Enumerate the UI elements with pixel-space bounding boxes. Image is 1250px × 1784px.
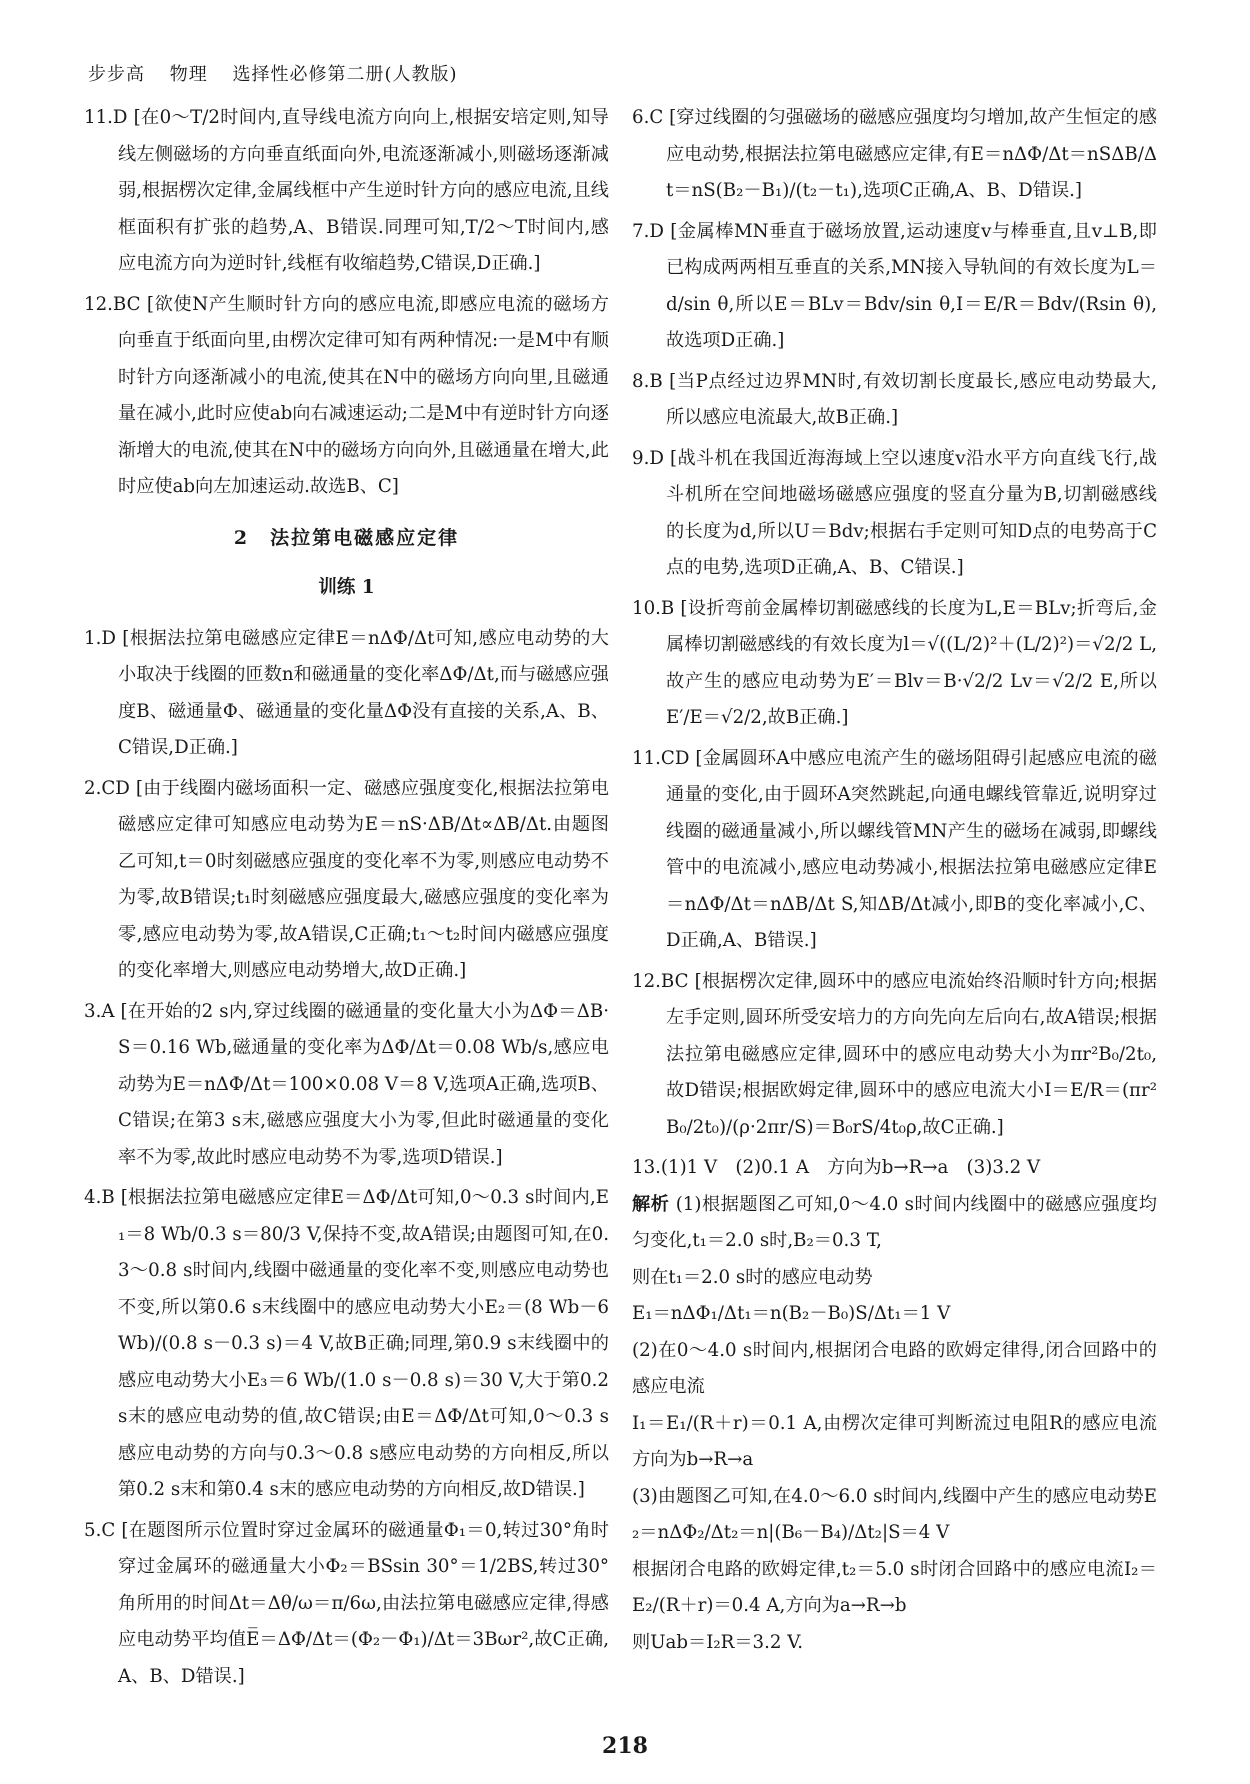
- header-subject: 物理: [169, 64, 208, 85]
- q13-answer: 13.(1)1 V (2)0.1 A 方向为b→R→a (3)3.2 V: [632, 1157, 1041, 1178]
- answer-item: 8.B [当P点经过边界MN时,有效切割长度最长,感应电动势最大,所以感应电流最大,故B正确.]: [632, 370, 1157, 428]
- q13-line: (2)在0～4.0 s时间内,根据闭合电路的欧姆定律得,闭合回路中的感应电流: [632, 1339, 1157, 1397]
- q13-line: (1)根据题图乙可知,0～4.0 s时间内线圈中的磁感应强度均匀变化,t₁＝2.0 s时,B₂＝0.3 T,: [632, 1193, 1157, 1251]
- page-number: 218: [602, 1733, 648, 1759]
- section-title: 2 法拉第电磁感应定律: [233, 526, 460, 549]
- question-13: [632, 1150, 1157, 1661]
- answer-item: 10.B [设折弯前金属棒切割磁感线的长度为L,E＝BLv;折弯后,金属棒切割磁感线的有效长度为l＝√((L/2)²＋(L/2)²)＝√2/2 L,故产生的感应电动势为E′＝Blv＝B·√2/2 Lv＝√2/2 E,所以E′/E＝√2/2,故B正确.]: [632, 597, 1157, 728]
- answer-item: 3.A [在开始的2 s内,穿过线圈的磁通量的变化量大小为ΔΦ＝ΔB·S＝0.16 Wb,磁通量的变化率为ΔΦ/Δt＝0.08 Wb/s,感应电动势为E＝nΔΦ/Δt＝100×0.08 V＝8 V,选项A正确,选项B、C错误;在第3 s末,磁感应强度大小为零,但此时磁通量的变化率不为零,故此时感应电动势不为零,选项D错误.]: [84, 1000, 609, 1168]
- answer-item: 4.B [根据法拉第电磁感应定律E＝ΔΦ/Δt可知,0～0.3 s时间内,E₁＝8 Wb/0.3 s＝80/3 V,保持不变,故A错误;由题图可知,在0.3～0.8 s时间内,线圈中磁通量的变化率不变,则感应电动势也不变,所以第0.6 s末线圈中的感应电动势大小E₂＝(8 Wb－6 Wb)/(0.8 s－0.3 s)＝4 V,故B正确;同理,第0.9 s末线圈中的感应电动势大小E₃＝6 Wb/(1.0 s－0.8 s)＝30 V,大于第0.2 s末的感应电动势的值,故C错误;由E＝ΔΦ/Δt可知,0～0.3 s感应电动势的方向与0.3～0.8 s感应电动势的方向相反,所以第0.2 s末和第0.4 s末的感应电动势的方向相反,故D错误.]: [84, 1187, 609, 1500]
- answer-item: 11.CD [金属圆环A中感应电流产生的磁场阻碍引起感应电流的磁通量的变化,由于圆环A突然跳起,向通电螺线管靠近,说明穿过线圈的磁通量减小,所以螺线管MN产生的磁场在减弱,即螺线管中的电流减小,感应电动势减小,根据法拉第电磁感应定律E＝nΔΦ/Δt＝nΔB/Δt S,知ΔB/Δt减小,即B的变化率减小,C、D正确,A、B错误.]: [632, 747, 1157, 951]
- header-brand: 步步高: [88, 64, 145, 85]
- answer-item: 7.D [金属棒MN垂直于磁场放置,运动速度v与棒垂直,且v⊥B,即已构成两两相互垂直的关系,MN接入导轨间的有效长度为L＝d/sin θ,所以E＝BLv＝Bdv/sin θ,I＝E/R＝Bdv/(Rsin θ),故选项D正确.]: [632, 220, 1157, 351]
- q13-line: E₁＝nΔΦ₁/Δt₁＝n(B₂－B₀)S/Δt₁＝1 V: [632, 1303, 951, 1324]
- answer-item: 12.BC [根据楞次定律,圆环中的感应电流始终沿顺时针方向;根据左手定则,圆环所受安培力的方向先向左后向右,故A错误;根据法拉第电磁感应定律,圆环中的感应电动势大小为πr²B₀/2t₀,故D错误;根据欧姆定律,圆环中的感应电流大小I＝E/R＝(πr²B₀/2t₀)/(ρ·2πr/S)＝B₀rS/4t₀ρ,故C正确.]: [632, 970, 1157, 1138]
- answer-item: 1.D [根据法拉第电磁感应定律E＝nΔΦ/Δt可知,感应电动势的大小取决于线圈的匝数n和磁通量的变化率ΔΦ/Δt,而与磁感应强度B、磁通量Φ、磁通量的变化量ΔΦ没有直接的关系,A、B、C错误,D正确.]: [84, 627, 609, 758]
- header-book: 选择性必修第二册(人教版): [232, 64, 458, 85]
- answer-item: 2.CD [由于线圈内磁场面积一定、磁感应强度变化,根据法拉第电磁感应定律可知感应电动势为E＝nS·ΔB/Δt∝ΔB/Δt.由题图乙可知,t＝0时刻磁感应强度的变化率不为零,则感应电动势不为零,故B错误;t₁时刻磁感应强度最大,磁感应强度的变化率为零,感应电动势为零,故A错误,C正确;t₁～t₂时间内磁感应强度的变化率增大,则感应电动势增大,故D正确.]: [84, 777, 609, 981]
- answer-item: 5.C [在题图所示位置时穿过金属环的磁通量Φ₁＝0,转过30°角时穿过金属环的磁通量大小Φ₂＝BSsin 30°＝1/2BS,转过30°角所用的时间Δt＝Δθ/ω＝π/6ω,由法拉第电磁感应定律,得感应电动势平均值E̅＝ΔΦ/Δt＝(Φ₂－Φ₁)/Δt＝3Bωr²,故C正确,A、B、D错误.]: [84, 1519, 609, 1687]
- answer-item: 12.BC [欲使N产生顺时针方向的感应电流,即感应电流的磁场方向垂直于纸面向里,由楞次定律可知有两种情况:一是M中有顺时针方向逐渐减小的电流,使其在N中的磁场方向向里,且磁通量在减小,此时应使ab向右减速运动;二是M中有逆时针方向逐渐增大的电流,使其在N中的磁场方向向外,且磁通量在增大,此时应使ab向左加速运动.故选B、C]: [84, 293, 609, 497]
- right-column: [632, 100, 1157, 1661]
- answer-item: 9.D [战斗机在我国近海海域上空以速度v沿水平方向直线飞行,战斗机所在空间地磁场磁感应强度的竖直分量为B,切割磁感线的长度为d,所以U＝Bdv;根据右手定则可知D点的电势高于C点的电势,选项D正确,A、B、C错误.]: [632, 447, 1157, 578]
- answer-item: 11.D [在0～T/2时间内,直导线电流方向向上,根据安培定则,知导线左侧磁场的方向垂直纸面向外,电流逐渐减小,则磁场逐渐减弱,根据楞次定律,金属线框中产生逆时针方向的感应电流,且线框面积有扩张的趋势,A、B错误.同理可知,T/2～T时间内,感应电流方向为逆时针,线框有收缩趋势,C错误,D正确.]: [84, 107, 609, 274]
- left-column: [84, 100, 609, 1699]
- q13-line: 则在t₁＝2.0 s时的感应电动势: [632, 1266, 873, 1288]
- q13-line: (3)由题图乙可知,在4.0～6.0 s时间内,线圈中产生的感应电动势E₂＝nΔΦ₂/Δt₂＝n|(B₆－B₄)/Δt₂|S＝4 V: [632, 1485, 1157, 1543]
- running-header: [88, 60, 476, 86]
- q13-line: I₁＝E₁/(R＋r)＝0.1 A,由楞次定律可判断流过电阻R的感应电流方向为b→R→a: [632, 1412, 1157, 1470]
- q13-line: 则Uab＝I₂R＝3.2 V.: [632, 1631, 803, 1653]
- subsection-title: 训练 1: [318, 577, 375, 598]
- q13-line: 根据闭合电路的欧姆定律,t₂＝5.0 s时闭合回路中的感应电流I₂＝E₂/(R＋r)＝0.4 A,方向为a→R→b: [632, 1558, 1157, 1616]
- analysis-label: 解析: [632, 1193, 670, 1215]
- answer-item: 6.C [穿过线圈的匀强磁场的磁感应强度均匀增加,故产生恒定的感应电动势,根据法拉第电磁感应定律,有E＝nΔΦ/Δt＝nSΔB/Δt＝nS(B₂－B₁)/(t₂－t₁),选项C正确,A、B、D错误.]: [632, 107, 1157, 201]
